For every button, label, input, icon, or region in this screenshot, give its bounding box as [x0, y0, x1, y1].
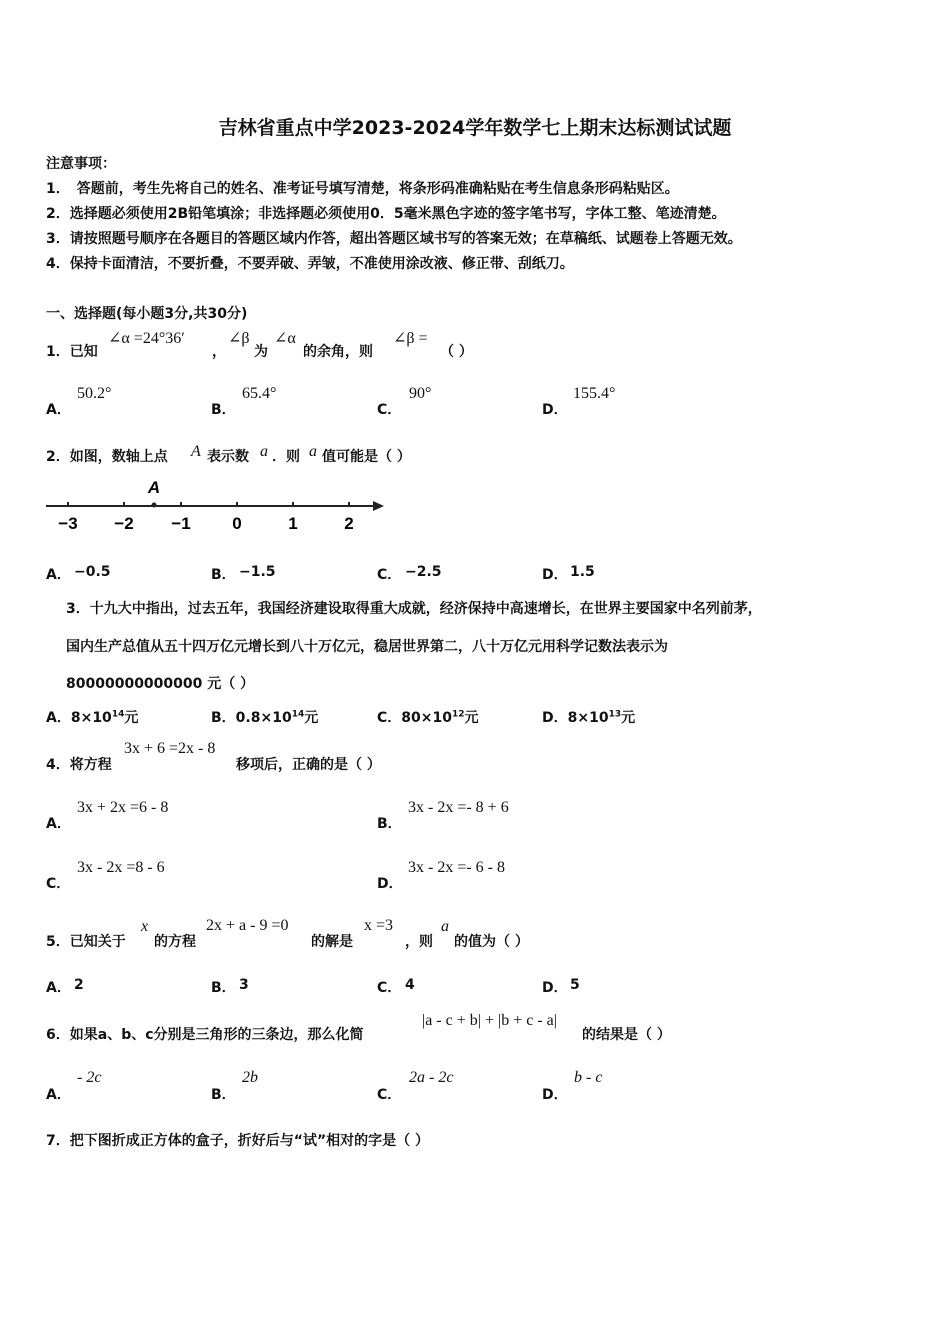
- notes-heading: 注意事项：: [46, 156, 116, 172]
- q3-option-base: 8×10: [70, 710, 112, 726]
- q5-equation: 2x + a - 9 =0: [206, 917, 289, 934]
- q3-option: [46, 707, 138, 727]
- q1-option-value: 90°: [409, 385, 432, 402]
- q5-solution: x =3: [364, 917, 394, 934]
- q5-option-label: D．: [542, 980, 568, 996]
- q1-option-value: 65.4°: [242, 385, 277, 402]
- q4-option-value: 3x - 2x =8 - 6: [77, 859, 165, 876]
- section-heading: 一、选择题(每小题3分,共30分): [46, 306, 248, 322]
- tick-label: −1: [171, 514, 191, 533]
- q2-option-value: −1.5: [239, 564, 276, 580]
- q4-option-label: C．: [46, 876, 71, 892]
- q3-option-exp: 14: [291, 709, 305, 720]
- tick-label: 0: [232, 514, 242, 533]
- q2-prefix: 2．如图，数轴上点: [46, 449, 168, 465]
- q6-prefix: 6．如果a、b、c分别是三角形的三条边，那么化简: [46, 1027, 364, 1043]
- q4-option-value: 3x - 2x =- 8 + 6: [408, 799, 509, 816]
- q3-option-label: A．: [46, 710, 71, 726]
- q5-option-value: 4: [405, 977, 415, 993]
- q6-option-value: b - c: [574, 1069, 603, 1086]
- q2-option-label: C．: [377, 567, 402, 583]
- q3-option-base: 80×10: [401, 710, 452, 726]
- q5-text3: ，则: [405, 934, 433, 950]
- q3-line: 80000000000000 元（ ）: [66, 676, 255, 692]
- q1-math-beta: ∠β: [228, 330, 250, 347]
- page-title: 吉林省重点中学2023-2024学年数学七上期末达标测试试题: [218, 117, 732, 139]
- q5-var-x: x: [141, 918, 149, 935]
- q2-option-label: D．: [542, 567, 568, 583]
- q2-text2: ．则: [272, 449, 300, 465]
- q1-option-label: B．: [211, 402, 236, 418]
- q2-var-a-point: A: [191, 443, 201, 460]
- q6-option-value: - 2c: [77, 1069, 102, 1086]
- q4-equation: 3x + 6 =2x - 8: [124, 740, 216, 757]
- q4-option-value: 3x + 2x =6 - 8: [77, 799, 169, 816]
- q2-option-label: A．: [46, 567, 71, 583]
- tick-label: 2: [344, 514, 354, 533]
- q5-option-label: A．: [46, 980, 71, 996]
- q2-var-a: a: [260, 443, 268, 460]
- tick-label: −2: [114, 514, 134, 533]
- q2-option-value: −2.5: [405, 564, 442, 580]
- q3-option-unit: 元: [124, 710, 139, 726]
- q3-option-unit: 元: [464, 710, 479, 726]
- q2-option-value: 1.5: [570, 564, 595, 580]
- q3-option-base: 8×10: [567, 710, 609, 726]
- q3-line: 3．十九大中指出，过去五年，我国经济建设取得重大成就，经济保持中高速增长，在世界主要国家中名列前茅，: [66, 601, 762, 617]
- q3-option-label: B．: [211, 710, 236, 726]
- q5-var-a: a: [441, 918, 449, 935]
- point-a-marker: [152, 503, 157, 508]
- q6-option-value: 2b: [242, 1069, 258, 1086]
- q1-option-label: A．: [46, 402, 71, 418]
- q6-tail: 的结果是（ ）: [582, 1027, 671, 1043]
- tick-label: 1: [288, 514, 298, 533]
- q5-text1: 的方程: [154, 934, 196, 950]
- q5-option-label: C．: [377, 980, 402, 996]
- q6-option-label: C．: [377, 1087, 402, 1103]
- q5-option-value: 3: [239, 977, 249, 993]
- q5-option-value: 5: [570, 977, 580, 993]
- q2-text3: 值可能是（ ）: [322, 449, 411, 465]
- q6-option-label: B．: [211, 1087, 236, 1103]
- q1-option-label: C．: [377, 402, 402, 418]
- q1-math-beta-eq: ∠β =: [393, 330, 428, 347]
- q3-line: 国内生产总值从五十四万亿元增长到八十万亿元，稳居世界第二，八十万亿元用科学记数法表示为: [66, 639, 668, 655]
- note-item: 4．保持卡面清洁，不要折叠，不要弄破、弄皱，不准使用涂改液、修正带、刮纸刀。: [46, 256, 574, 272]
- q1-option-value: 155.4°: [573, 385, 616, 402]
- q3-option-label: C．: [377, 710, 402, 726]
- q6-option-label: A．: [46, 1087, 71, 1103]
- q3-option-exp: 13: [608, 709, 622, 720]
- q3-option-unit: 元: [621, 710, 636, 726]
- q1-prefix: 1．已知: [46, 344, 98, 360]
- q4-option-label: B．: [377, 816, 402, 832]
- q4-option-value: 3x - 2x =- 6 - 8: [408, 859, 506, 876]
- q2-text1: 表示数: [207, 449, 249, 465]
- q5-prefix: 5．已知关于: [46, 934, 126, 950]
- q1-math-alpha-value: ∠α =24°36′: [108, 330, 185, 347]
- q5-text2: 的解是: [311, 934, 353, 950]
- q4-option-label: A．: [46, 816, 71, 832]
- q4-tail: 移项后，正确的是（ ）: [236, 757, 381, 773]
- q3-option: [542, 707, 635, 727]
- q3-option-exp: 14: [111, 709, 125, 720]
- q1-mid: 为: [254, 344, 268, 360]
- q3-option: [377, 707, 479, 727]
- q7-text: 7．把下图折成正方体的盒子，折好后与“试”相对的字是（ ）: [46, 1133, 430, 1149]
- note-item: 3．请按照题号顺序在各题目的答题区域内作答，超出答题区域书写的答案无效；在草稿纸、试题卷上答题无效。: [46, 231, 742, 247]
- q1-option-label: D．: [542, 402, 568, 418]
- q2-var-a: a: [309, 443, 317, 460]
- point-a-label: A: [147, 478, 161, 497]
- q3-option-exp: 12: [451, 709, 465, 720]
- q6-option-label: D．: [542, 1087, 568, 1103]
- q2-option-value: −0.5: [74, 564, 111, 580]
- q5-tail: 的值为（ ）: [454, 934, 529, 950]
- q6-expression: |a - c + b| + |b + c - a|: [422, 1012, 557, 1029]
- tick-label: −3: [58, 514, 78, 533]
- q3-option-label: D．: [542, 710, 568, 726]
- q5-option-value: 2: [74, 977, 84, 993]
- q4-option-label: D．: [377, 876, 403, 892]
- q5-option-label: B．: [211, 980, 236, 996]
- q1-comma: ，: [212, 344, 226, 360]
- number-line-arrow: [373, 501, 384, 511]
- note-item: 2．选择题必须使用2B铅笔填涂；非选择题必须使用0．5毫米黑色字迹的签字笔书写，字体工整、笔迹清楚。: [46, 206, 726, 222]
- note-item: 1． 答题前，考生先将自己的姓名、准考证号填写清楚，将条形码准确粘贴在考生信息条形码粘贴区。: [46, 181, 679, 197]
- q6-option-value: 2a - 2c: [409, 1069, 454, 1086]
- q1-math-alpha: ∠α: [274, 330, 296, 347]
- q2-option-label: B．: [211, 567, 236, 583]
- q1-text: 的余角，则: [303, 344, 373, 360]
- q3-option-base: 0.8×10: [235, 710, 292, 726]
- q4-prefix: 4．将方程: [46, 757, 112, 773]
- number-line: [40, 475, 390, 537]
- q1-tail: （ ）: [440, 344, 473, 360]
- q1-option-value: 50.2°: [77, 385, 112, 402]
- q3-option-unit: 元: [304, 710, 319, 726]
- q3-option: [211, 707, 318, 727]
